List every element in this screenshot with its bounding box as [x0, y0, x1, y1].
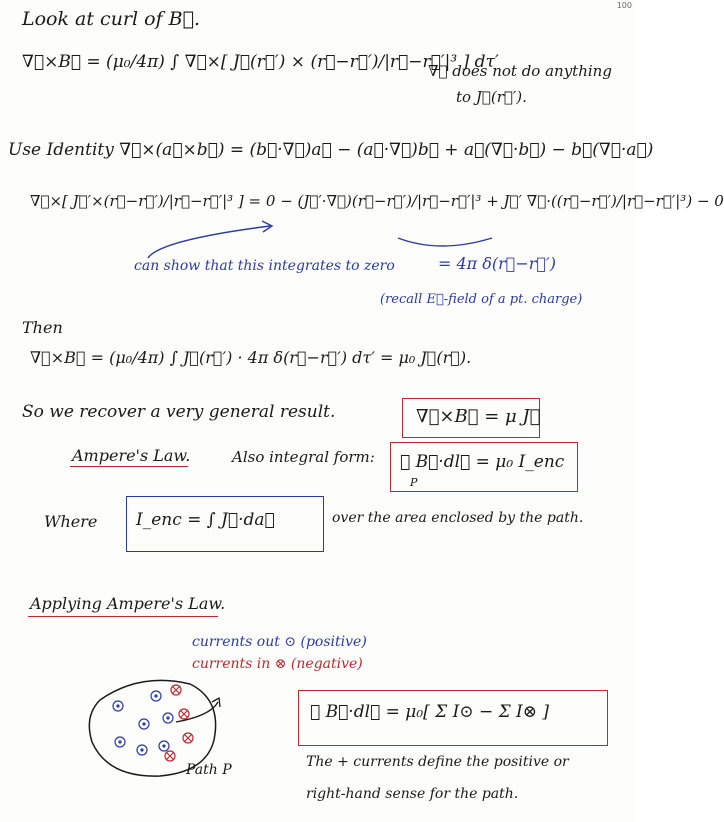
- differential-form: ∇⃗×B⃗ = μ J⃗: [416, 406, 541, 427]
- integral-path-subscript: P: [410, 476, 418, 489]
- note-del-nothing: ∇⃗ does not do anything: [428, 62, 612, 80]
- integral-form: ∮ B⃗·dl⃗ = μ₀ I_enc: [400, 452, 565, 472]
- equation-result: ∇⃗×B⃗ = (μ₀/4π) ∫ J⃗(r⃗′) · 4π δ(r⃗−r⃗′) dτ′ = μ₀ J⃗(r⃗).: [30, 348, 472, 367]
- recall-note: (recall E⃗-field of a pt. charge): [380, 292, 583, 307]
- sense-line-1: The + currents define the positive or: [306, 754, 569, 770]
- page-number: 100: [616, 1, 632, 10]
- path-label: Path P: [186, 762, 232, 778]
- ienc-definition: I_enc = ∫ J⃗·da⃗: [136, 510, 275, 530]
- delta-result: = 4π δ(r⃗−r⃗′): [438, 254, 556, 273]
- equation-expanded: ∇⃗×[ J⃗′×(r⃗−r⃗′)/|r⃗−r⃗′|³ ] = 0 − (J⃗′·∇⃗)(r⃗−r⃗′)/|r⃗−r⃗′|³ + J⃗′ ∇⃗·((r⃗−r⃗′)/|r⃗−r⃗′|³) − 0: [30, 192, 724, 210]
- applying-heading: Applying Ampere's Law.: [30, 594, 226, 613]
- note-integrates-zero: can show that this integrates to zero: [134, 258, 395, 274]
- currents-out-label: currents out ⊙ (positive): [192, 634, 367, 650]
- integral-form-label: Also integral form:: [232, 448, 375, 466]
- over-area-note: over the area enclosed by the path.: [332, 510, 584, 526]
- currents-in-label: currents in ⊗ (negative): [192, 656, 363, 672]
- where-label: Where: [44, 512, 98, 531]
- amperes-law-label: Ampere's Law.: [72, 446, 191, 465]
- general-result: So we recover a very general result.: [22, 402, 336, 422]
- curl-intro: Look at curl of B⃗.: [22, 8, 201, 30]
- equation-curl-b: ∇⃗×B⃗ = (μ₀/4π) ∫ ∇⃗×[ J⃗(r⃗′) × (r⃗−r⃗′)/|r⃗−r⃗′|³ ] dτ′: [22, 52, 499, 72]
- vector-identity: Use Identity ∇⃗×(a⃗×b⃗) = (b⃗·∇⃗)a⃗ − (a⃗·∇⃗)b⃗ + a⃗(∇⃗·b⃗) − b⃗(∇⃗·a⃗): [8, 140, 654, 160]
- note-del-nothing-2: to J⃗(r⃗′).: [456, 88, 527, 106]
- then-label: Then: [22, 318, 63, 337]
- ampere-sum-form: ∮ B⃗·dl⃗ = μ₀[ Σ I⊙ − Σ I⊗ ]: [310, 702, 550, 722]
- sense-line-2: right-hand sense for the path.: [306, 786, 519, 802]
